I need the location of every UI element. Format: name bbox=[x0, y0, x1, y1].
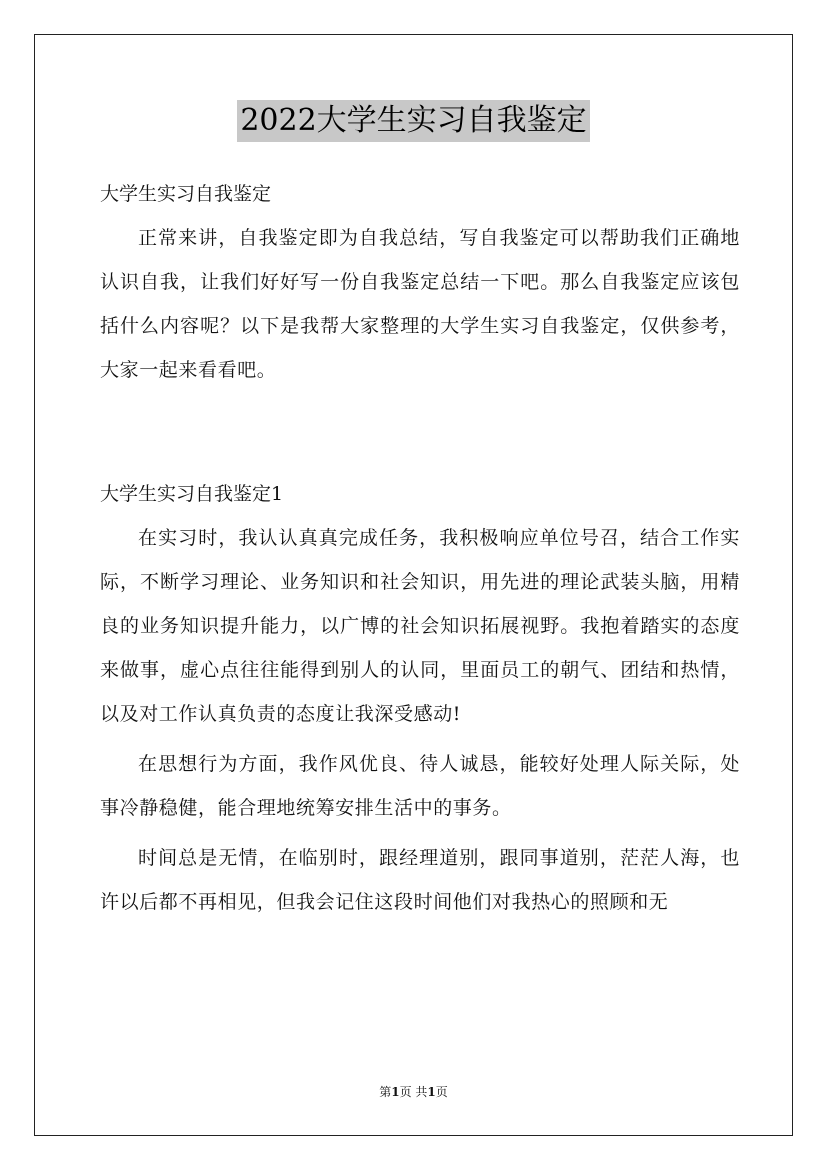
document-body bbox=[100, 172, 740, 924]
page-footer bbox=[0, 1083, 827, 1100]
total-pages: 1 bbox=[427, 1085, 436, 1099]
section-spacer bbox=[100, 392, 740, 472]
section-1-paragraph: 时间总是无情，在临别时，跟经理道别，跟同事道别，茫茫人海，也许以后都不再相见，但我会记住这段时间他们对我热心的照顾和无 bbox=[100, 847, 740, 913]
page-number: 1 bbox=[391, 1085, 400, 1099]
section-1-paragraph: 在实习时，我认认真真完成任务，我积极响应单位号召，结合工作实际，不断学习理论、业务知识和社会知识，用先进的理论武装头脑，用精良的业务知识提升能力，以广博的社会知识拓展视野。我抱着踏实的态度来做事，虚心点往往能得到别人的认同，里面员工的朝气、团结和热情，以及对工作认真负责的态度让我深受感动! bbox=[100, 527, 740, 725]
intro-heading: 大学生实习自我鉴定 bbox=[100, 183, 272, 205]
footer-mid: 页 共 bbox=[399, 1085, 428, 1099]
intro-paragraph: 正常来讲，自我鉴定即为自我总结，写自我鉴定可以帮助我们正确地认识自我，让我们好好写一份自我鉴定总结一下吧。那么自我鉴定应该包括什么内容呢？以下是我帮大家整理的大学生实习自我鉴定，仅供参考，大家一起来看看吧。 bbox=[100, 227, 740, 381]
title-container bbox=[0, 100, 827, 142]
footer-suffix: 页 bbox=[435, 1085, 448, 1099]
document-title: 2022大学生实习自我鉴定 bbox=[237, 100, 589, 142]
section-1-heading: 大学生实习自我鉴定1 bbox=[100, 483, 284, 505]
footer-prefix: 第 bbox=[379, 1085, 392, 1099]
section-1-paragraph: 在思想行为方面，我作风优良、待人诚恳，能较好处理人际关际，处事冷静稳健，能合理地统筹安排生活中的事务。 bbox=[100, 753, 740, 819]
